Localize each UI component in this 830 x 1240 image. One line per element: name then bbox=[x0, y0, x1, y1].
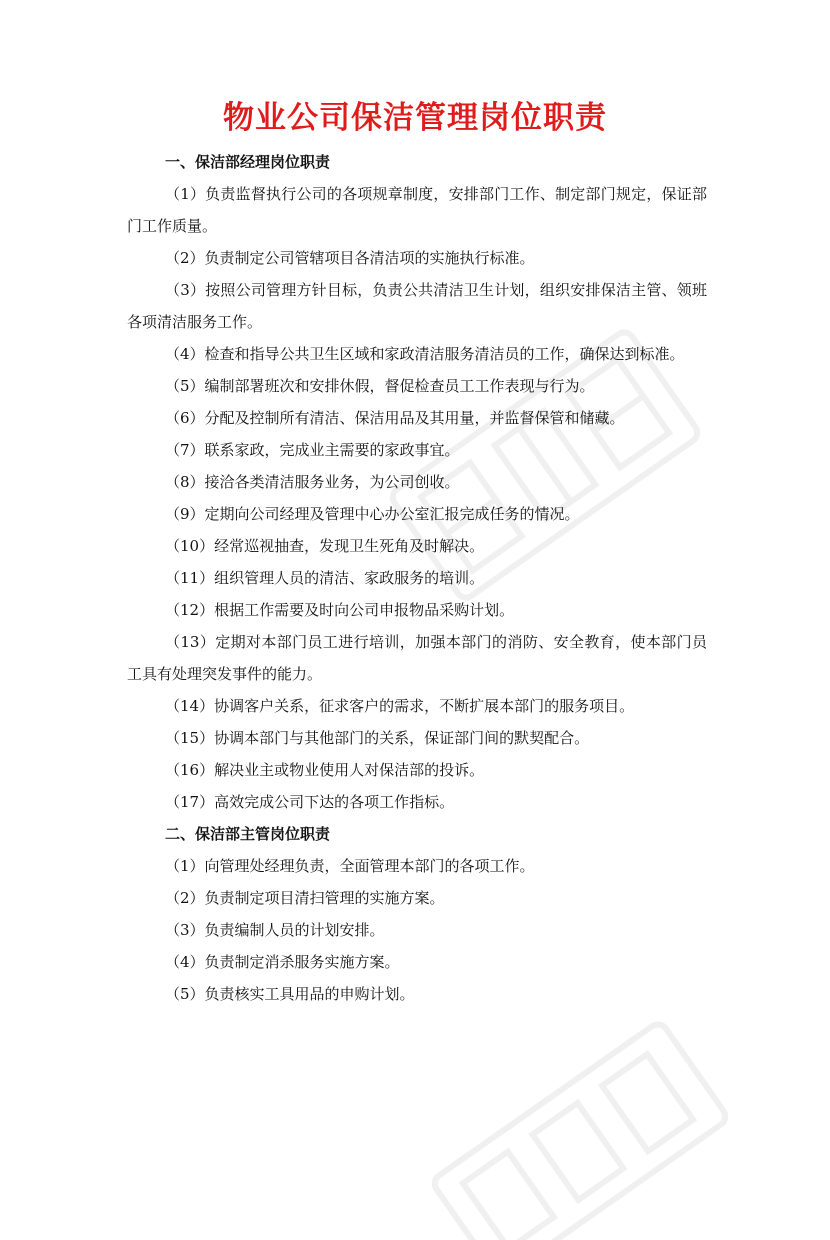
duty-item: （4）负责制定消杀服务实施方案。 bbox=[165, 953, 400, 971]
duty-item: （8）接洽各类清洁服务业务，为公司创收。 bbox=[165, 473, 460, 491]
duty-item: （4）检查和指导公共卫生区域和家政清洁服务清洁员的工作，确保达到标准。 bbox=[165, 345, 685, 363]
section-heading: 二、保洁部主管岗位职责 bbox=[165, 825, 331, 843]
watermark-graphic-bottom bbox=[380, 1000, 780, 1240]
section-heading: 一、保洁部经理岗位职责 bbox=[165, 153, 331, 171]
duty-item: （15）协调本部门与其他部门的关系，保证部门间的默契配合。 bbox=[165, 729, 590, 747]
duty-item: （5）负责核实工具用品的申购计划。 bbox=[165, 985, 415, 1003]
duty-item: （10）经常巡视抽查，发现卫生死角及时解决。 bbox=[165, 537, 485, 555]
duty-item: （7）联系家政，完成业主需要的家政事宜。 bbox=[165, 441, 460, 459]
duty-item: （6）分配及控制所有清洁、保洁用品及其用量，并监督保管和储藏。 bbox=[165, 409, 625, 427]
duty-item: （3）负责编制人员的计划安排。 bbox=[165, 921, 385, 939]
section-supervisor bbox=[127, 818, 707, 1010]
duty-item: （14）协调客户关系，征求客户的需求，不断扩展本部门的服务项目。 bbox=[165, 697, 635, 715]
duty-item: （9）定期向公司经理及管理中心办公室汇报完成任务的情况。 bbox=[165, 505, 580, 523]
duty-item: （16）解决业主或物业使用人对保洁部的投诉。 bbox=[165, 761, 485, 779]
duty-item: （12）根据工作需要及时向公司申报物品采购计划。 bbox=[165, 601, 515, 619]
duty-item: （3）按照公司管理方针目标，负责公共清洁卫生计划，组织安排保洁主管、领班各项清洁服务工作。 bbox=[127, 281, 707, 331]
duty-item: （5）编制部署班次和安排休假，督促检查员工工作表现与行为。 bbox=[165, 377, 595, 395]
duty-item: （13）定期对本部门员工进行培训，加强本部门的消防、安全教育，使本部门员工具有处理突发事件的能力。 bbox=[127, 633, 707, 683]
duty-item: （1）负责监督执行公司的各项规章制度，安排部门工作、制定部门规定，保证部门工作质量。 bbox=[127, 185, 707, 235]
duty-item: （1）向管理处经理负责，全面管理本部门的各项工作。 bbox=[165, 857, 535, 875]
section-manager bbox=[127, 146, 707, 818]
duty-item: （17）高效完成公司下达的各项工作指标。 bbox=[165, 793, 455, 811]
document-title: 物业公司保洁管理岗位职责 bbox=[223, 100, 607, 136]
duty-item: （2）负责制定项目清扫管理的实施方案。 bbox=[165, 889, 445, 907]
duty-item: （11）组织管理人员的清洁、家政服务的培训。 bbox=[165, 569, 485, 587]
duty-item: （2）负责制定公司管辖项目各清洁项的实施执行标准。 bbox=[165, 249, 535, 267]
document-body bbox=[127, 146, 707, 1010]
